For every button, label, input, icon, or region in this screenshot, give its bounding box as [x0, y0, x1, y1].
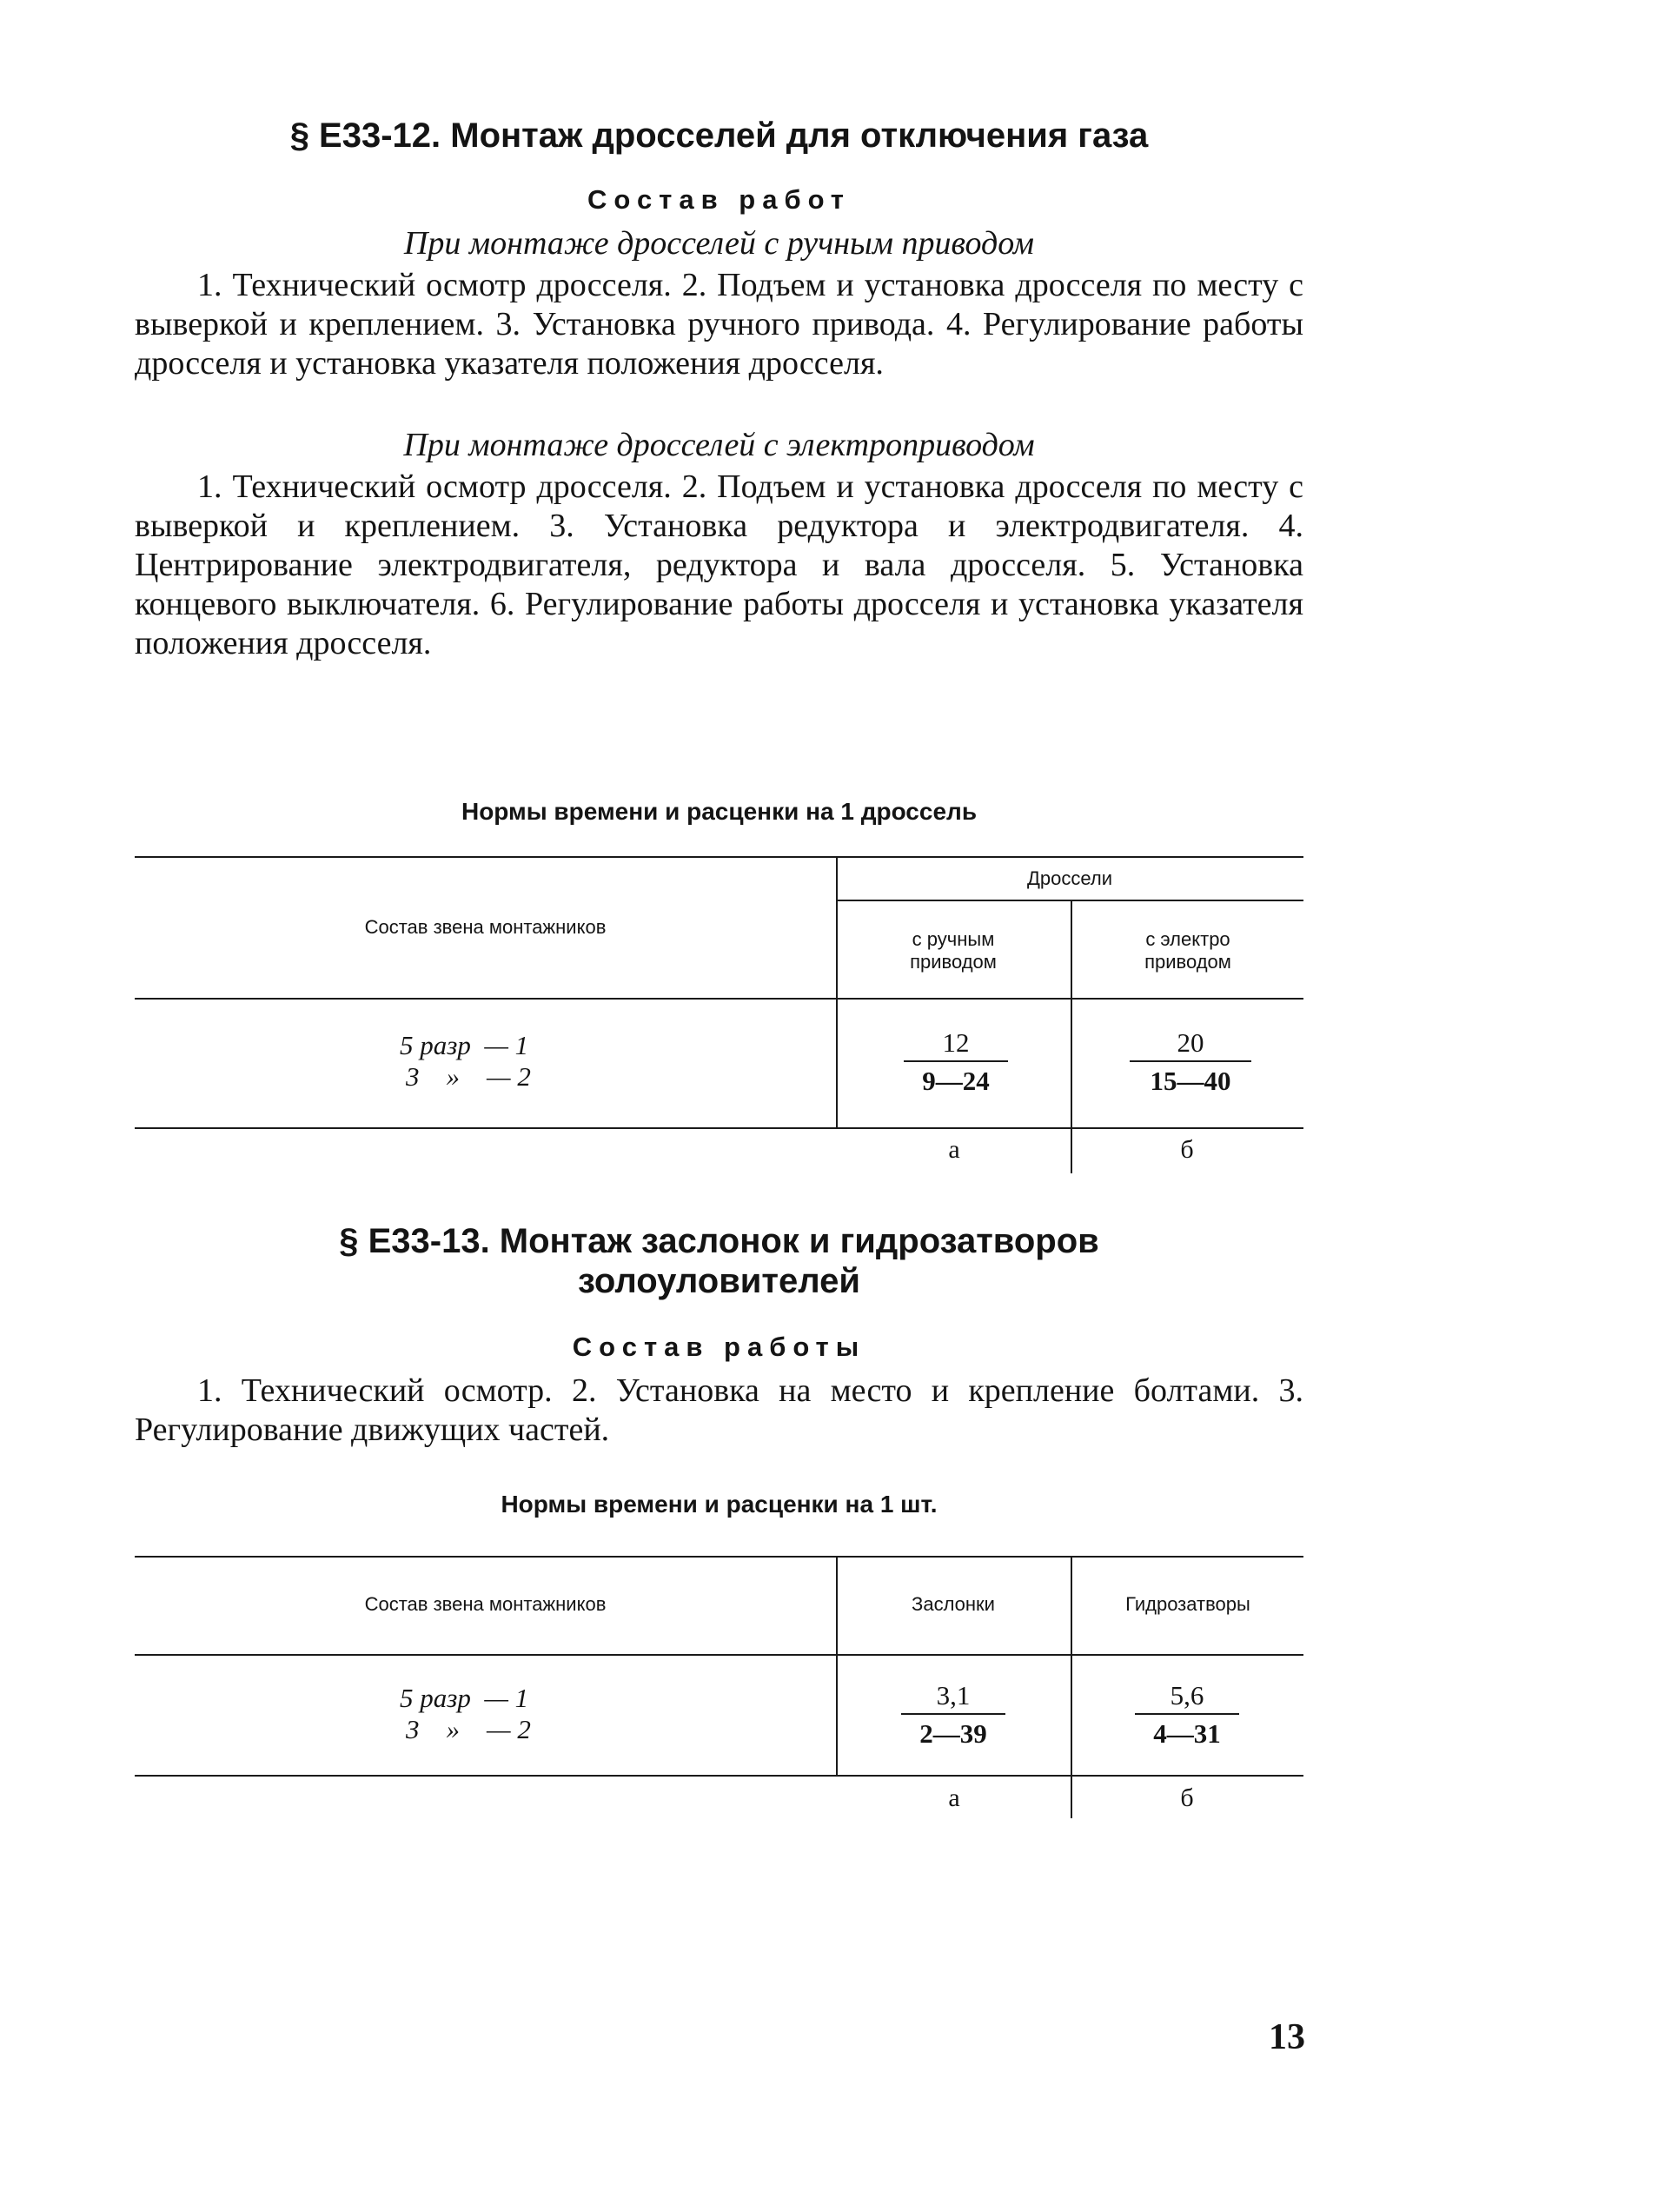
- table2-dampers-price: 2—39: [919, 1718, 987, 1749]
- table2-crew-line-1: 5 разр — 1: [400, 1683, 529, 1713]
- table1-electric-value: [1130, 1028, 1251, 1097]
- table2-bottom-rule: [135, 1775, 1303, 1777]
- section-title-e33-13: § Е33-13. Монтаж заслонок и гидрозатворов: [339, 1222, 1099, 1260]
- table1-bottom-rule: [135, 1127, 1303, 1129]
- table1-manual-price: 9—24: [922, 1066, 990, 1096]
- table1-crew-line-2: 3 » — 2: [406, 1061, 531, 1092]
- electric-drive-heading: При монтаже дросселей с электроприводом: [403, 427, 1035, 463]
- table1-group-rule: [836, 900, 1303, 901]
- table1-caption: Нормы времени и расценки на 1 дроссель: [461, 798, 978, 825]
- page-number: 13: [1269, 2017, 1305, 2057]
- table1-manual-value: [904, 1028, 1008, 1097]
- table1-manual-norm: 12: [904, 1028, 1008, 1062]
- table2-caption: Нормы времени и расценки на 1 шт.: [501, 1491, 938, 1518]
- table2-water-seals-price: 4—31: [1153, 1718, 1221, 1749]
- section-title-e33-13-line-2: золоуловителей: [578, 1262, 860, 1300]
- table1-electric-norm: 20: [1130, 1028, 1251, 1062]
- table2-header-water-seals: Гидрозатворы: [1125, 1593, 1250, 1615]
- table2-water-seals-value: [1135, 1681, 1239, 1750]
- work-composition-heading: Состав работ: [587, 184, 851, 215]
- table1-header-crew: Состав звена монтажников: [364, 916, 607, 938]
- table1-column-letter-b: б: [1180, 1135, 1194, 1164]
- manual-drive-heading: При монтаже дросселей с ручным приводом: [403, 225, 1035, 262]
- table2-dampers-norm: 3,1: [901, 1681, 1005, 1715]
- table2-crew-line-2: 3 » — 2: [406, 1714, 531, 1744]
- table1-column-letter-a: а: [948, 1135, 960, 1164]
- table2-column-letter-a: а: [948, 1784, 960, 1812]
- table1-electric-price: 15—40: [1150, 1066, 1231, 1096]
- table1-header-rule: [135, 998, 1303, 1000]
- table1-header-manual: с ручным приводом: [910, 928, 997, 973]
- table1-header-electric: с электро приводом: [1144, 928, 1231, 973]
- table2-header-dampers: Заслонки: [912, 1593, 995, 1615]
- section-title-e33-12: § Е33-12. Монтаж дросселей для отключения газа: [289, 116, 1149, 155]
- table2-header-rule: [135, 1654, 1303, 1656]
- manual-drive-text: 1. Технический осмотр дросселя. 2. Подъем и установка дросселя по месту с выверкой и креплением. 3. Установка ручного привода. 4. Регулирование работы дросселя и установка указателя положения дросселя.: [135, 267, 1303, 382]
- table2-water-seals-norm: 5,6: [1135, 1681, 1239, 1715]
- table1-top-rule: [135, 856, 1303, 858]
- table2-divider-1: [836, 1556, 838, 1775]
- table1-header-throttles: Дроссели: [1026, 867, 1112, 889]
- work-composition-heading-2: Состав работы: [572, 1332, 866, 1362]
- table2-column-letter-b: б: [1180, 1784, 1194, 1812]
- table1-letter-divider: [1071, 1127, 1072, 1169]
- table2-top-rule: [135, 1556, 1303, 1558]
- table2-dampers-value: [901, 1681, 1005, 1750]
- table1-crew-line-1: 5 разр — 1: [400, 1030, 529, 1060]
- section2-text: 1. Технический осмотр. 2. Установка на место и крепление болтами. 3. Регулирование движущих частей.: [135, 1372, 1303, 1448]
- electric-drive-text: 1. Технический осмотр дросселя. 2. Подъем и установка дросселя по месту с выверкой и креплением. 3. Установка редуктора и электродвигателя. 4. Центрирование электродвигателя, редуктора и вала дросселя. 5. Установка концевого выключателя. 6. Регулирование работы дросселя и установка указателя положения дросселя.: [135, 468, 1303, 661]
- table1-divider-1: [836, 856, 838, 1127]
- table2-header-crew: Состав звена монтажников: [364, 1593, 607, 1615]
